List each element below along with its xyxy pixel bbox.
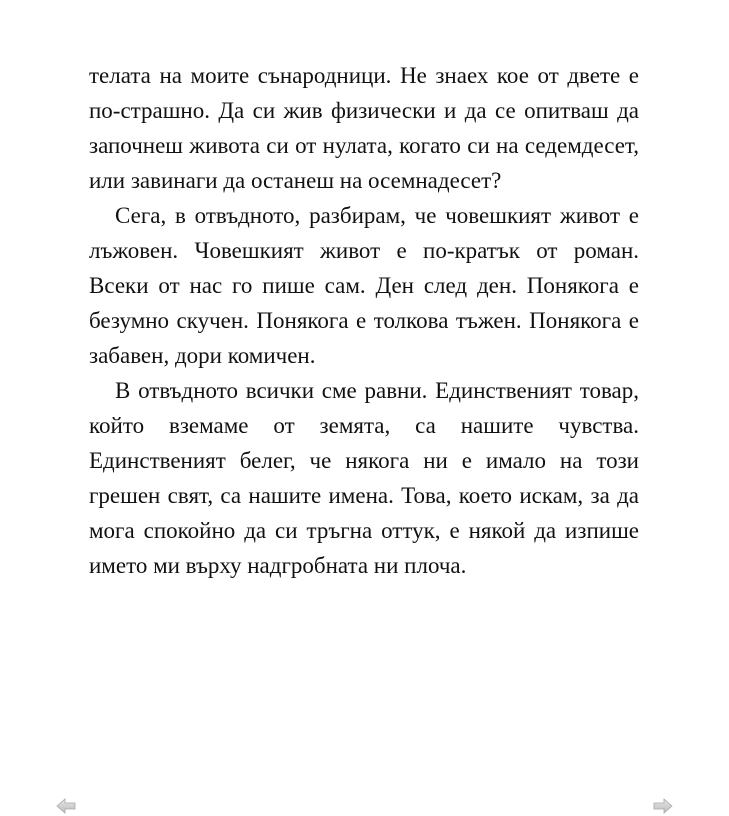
left-arrow-icon	[56, 798, 76, 814]
paragraph-3: В отвъдното всички сме равни. Единственият товар, който вземаме от земята, са нашите чувства. Единственият белег, че някога ни е имало на този грешен свят, са нашите имена. Това, което искам, за да мога спокойно да си тръгна оттук, е някой да изпише името ми върху надгробната ни плоча.	[89, 378, 639, 578]
prev-page-button[interactable]	[56, 798, 76, 814]
right-arrow-icon	[653, 798, 673, 814]
next-page-button[interactable]	[653, 798, 673, 814]
paragraph-1: телата на моите сънародници. Не знаех кое от двете е по-страшно. Да си жив физически и да се опитваш да започнеш живота си от нулата, когато си на седемдесет, или завинаги да останеш на осемнадесет?	[89, 63, 639, 193]
paragraph-2: Сега, в отвъдното, разбирам, че човешкият живот е лъжовен. Човешкият живот е по-кратък от роман. Всеки от нас го пише сам. Ден след ден. Понякога е безумно скучен. Понякога е толкова тъжен. Понякога е забавен, дори комичен.	[89, 203, 639, 368]
page-content	[89, 58, 639, 583]
